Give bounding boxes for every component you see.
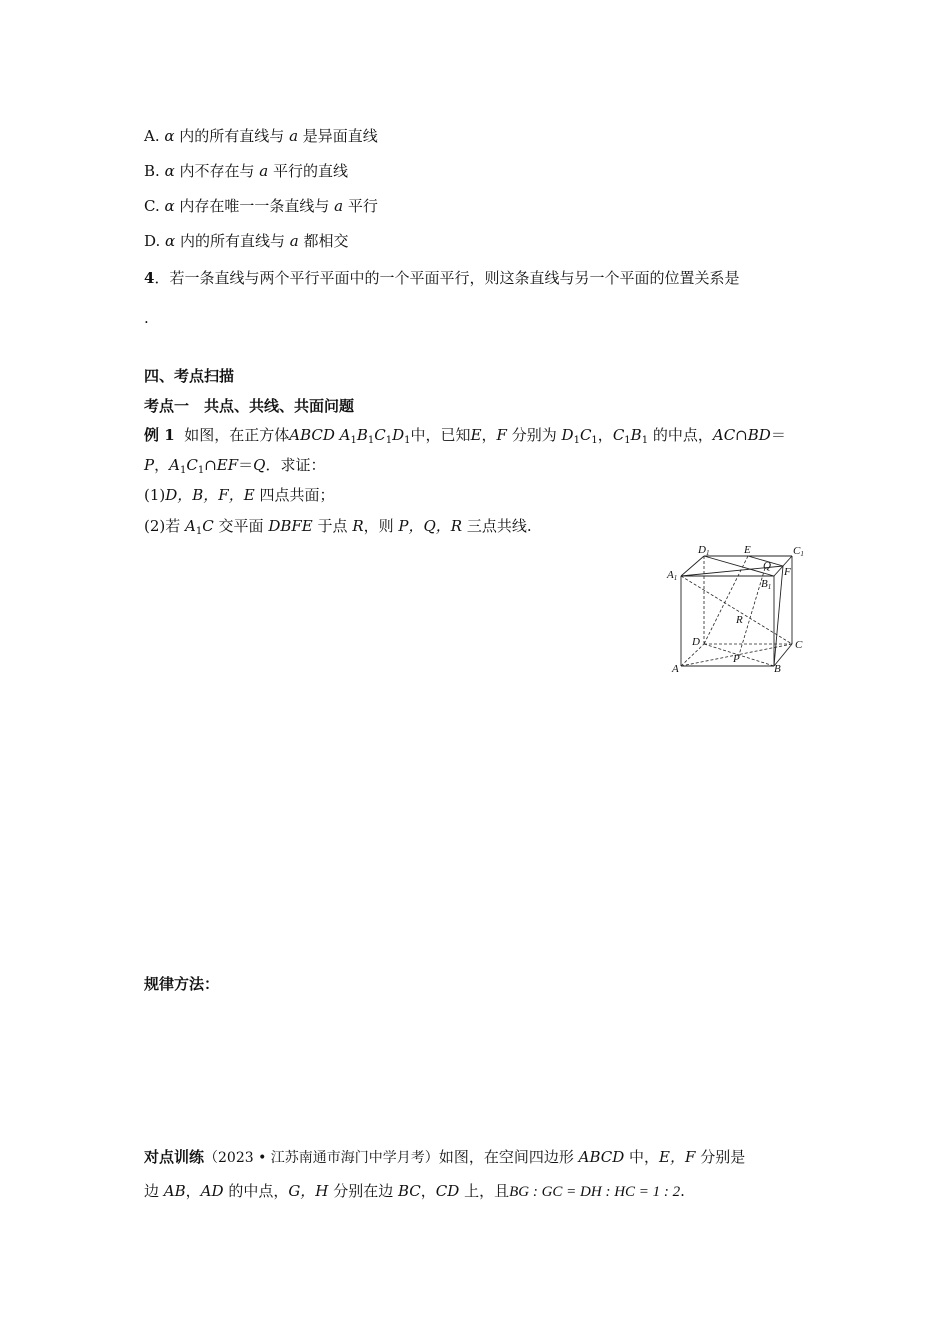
- label-a1: A1: [667, 569, 678, 582]
- question-4: 4．若一条直线与两个平行平面中的一个平面平行，则这条直线与另一个平面的位置关系是: [144, 269, 740, 287]
- label-c1: C1: [793, 545, 804, 558]
- cube-diagram: [664, 538, 814, 678]
- line-a1-c: [681, 576, 792, 644]
- label-d: D: [692, 636, 700, 648]
- line-f-b: [774, 566, 783, 666]
- example-1-line-2: P，$A_1C_1\cap EF=Q$．求证：: [144, 456, 326, 476]
- question-4-tail: .: [144, 309, 149, 327]
- topic-heading: 考点一 共点、共线、共面问题: [144, 397, 355, 415]
- practice-line-1: 对点训练（2023 • 江苏南通市海门中学月考）如图，在空间四边形 ABCD 中，E，F 分别是: [144, 1148, 746, 1166]
- line-e-d: [704, 556, 748, 644]
- option-d: D. α 内的所有直线与 a 都相交: [144, 232, 349, 250]
- label-d1: D1: [698, 544, 710, 557]
- example-1-part-1: (1)D，B，F，E 四点共面；: [144, 486, 335, 504]
- method-label: 规律方法：: [144, 975, 220, 993]
- label-a: A: [672, 663, 679, 675]
- label-p: P: [733, 653, 740, 665]
- option-a: A. α 内的所有直线与 a 是异面直线: [144, 127, 378, 145]
- label-b1: B1: [761, 578, 772, 591]
- option-b: B. α 内不存在与 a 平行的直线: [144, 162, 348, 180]
- example-1-line-1: 例 1 如图，在正方体ABCD $A_1B_1C_1D_1$中，已知E，F 分别为 $D_1C_1$，$C_1B_1$ 的中点，AC∩BD＝: [144, 426, 786, 446]
- option-c: C. α 内存在唯一一条直线与 a 平行: [144, 197, 378, 215]
- practice-line-2: 边 AB，AD 的中点，G，H 分别在边 BC，CD 上，且BG : GC = DH : HC = 1 : 2.: [144, 1182, 685, 1200]
- label-c: C: [795, 639, 803, 651]
- ratio-formula: BG : GC = DH : HC = 1 : 2: [509, 1184, 681, 1200]
- edge-a1-d1: [681, 556, 704, 576]
- cube-figure: [664, 538, 814, 678]
- section-heading: 四、考点扫描: [144, 367, 235, 385]
- label-q: Q: [763, 560, 771, 572]
- example-1-part-2: (2)若 $A_1C$ 交平面 DBFE 于点 R，则 P，Q，R 三点共线.: [144, 517, 532, 537]
- label-r: R: [736, 614, 743, 626]
- label-f: F: [784, 566, 791, 578]
- label-b: B: [774, 663, 781, 675]
- label-e: E: [744, 544, 751, 556]
